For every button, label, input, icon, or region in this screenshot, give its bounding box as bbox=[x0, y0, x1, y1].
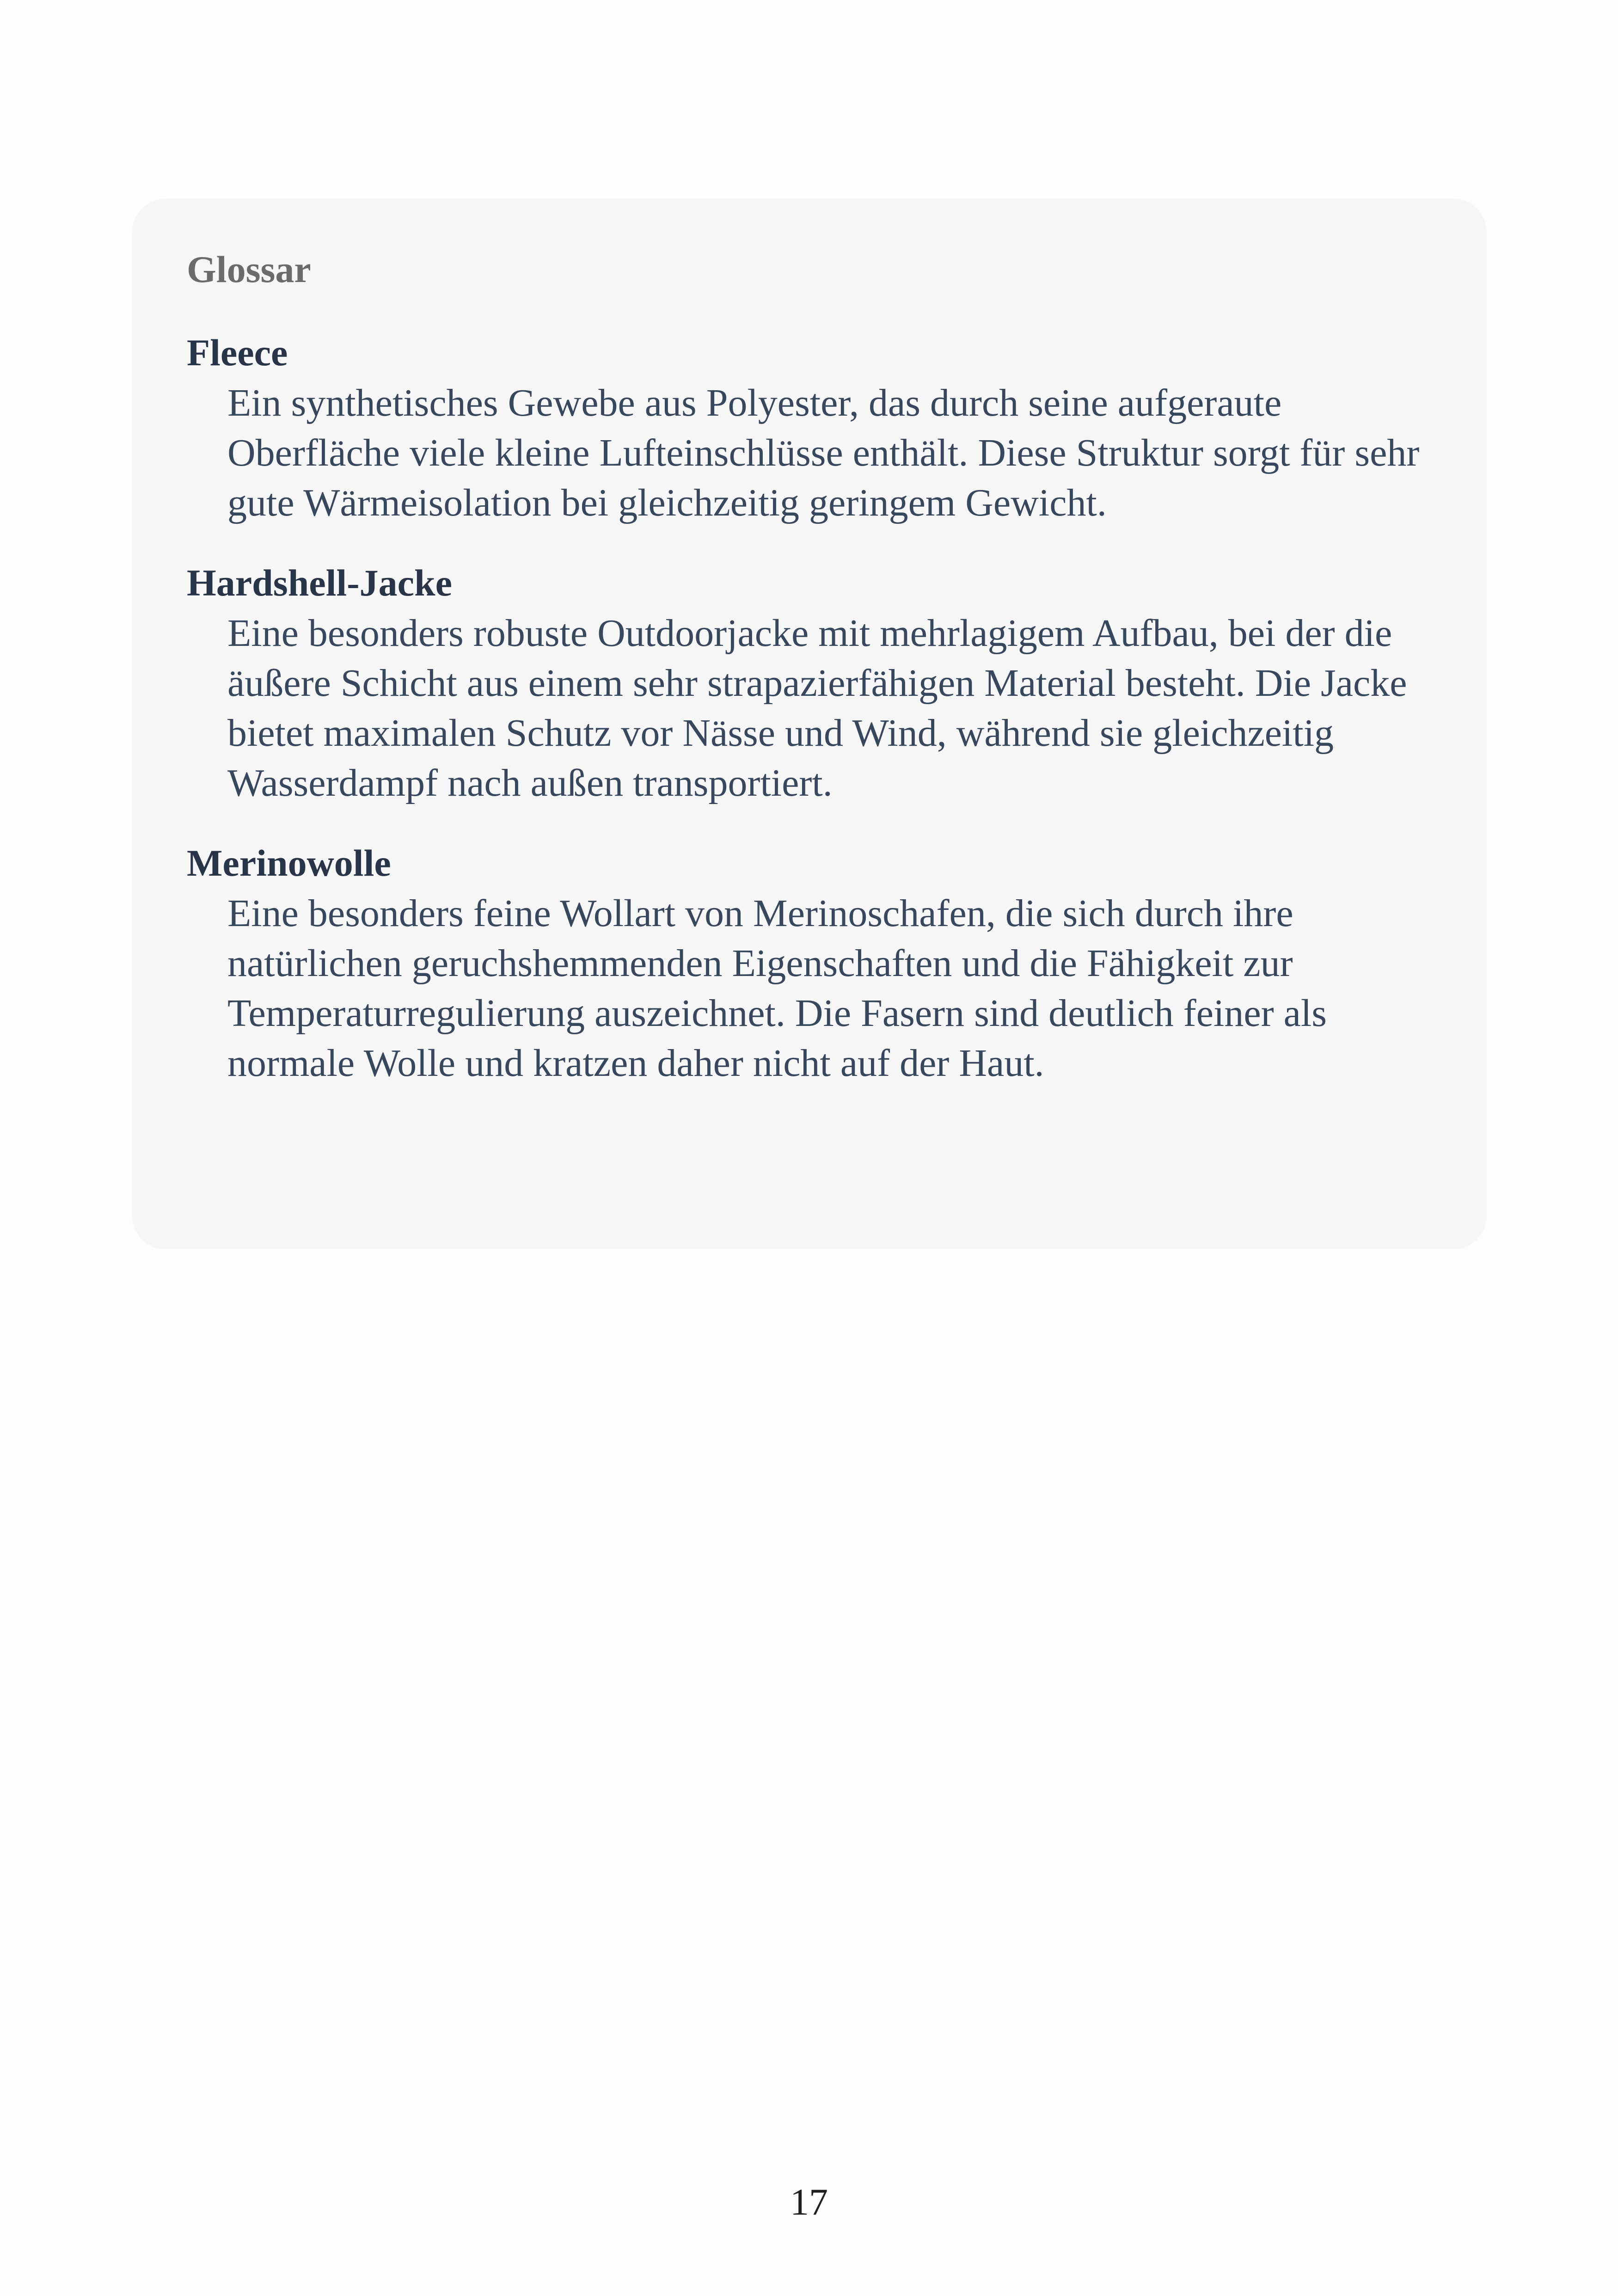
glossary-definition: Ein synthetisches Gewebe aus Polyester, das durch seine aufgeraute Oberfläche viele kleine Lufteinschlüsse enthält. Diese Struktur sorgt für sehr gute Wärmeisolation bei gleichzeitig geringem Gewicht. bbox=[227, 381, 1420, 524]
glossary-definition: Eine besonders robuste Outdoorjacke mit mehrlagigem Aufbau, bei der die äußere Schicht aus einem sehr strapazierfähigen Material besteht. Die Jacke bietet maximalen Schutz vor Nässe und Wind, während sie gleichzeitig Wasserdampf nach außen transportiert. bbox=[227, 612, 1407, 804]
glossary-entry-fleece bbox=[187, 334, 1431, 528]
glossary-term: Fleece bbox=[187, 332, 288, 374]
glossary-term: Merinowolle bbox=[187, 842, 391, 884]
glossary-title: Glossar bbox=[187, 248, 311, 290]
page-number: 17 bbox=[790, 2181, 828, 2223]
glossary-entry-hardshell-jacke bbox=[187, 564, 1431, 808]
glossary-definition: Eine besonders feine Wollart von Merinoschafen, die sich durch ihre natürlichen geruchshemmenden Eigenschaften und die Fähigkeit zur Temperaturregulierung auszeichnet. Die Fasern sind deutlich feiner als normale Wolle und kratzen daher nicht auf der Haut. bbox=[227, 892, 1327, 1085]
glossary-entry-merinowolle bbox=[187, 844, 1431, 1088]
glossary-box bbox=[132, 199, 1487, 1249]
glossary-term: Hardshell-Jacke bbox=[187, 562, 452, 604]
